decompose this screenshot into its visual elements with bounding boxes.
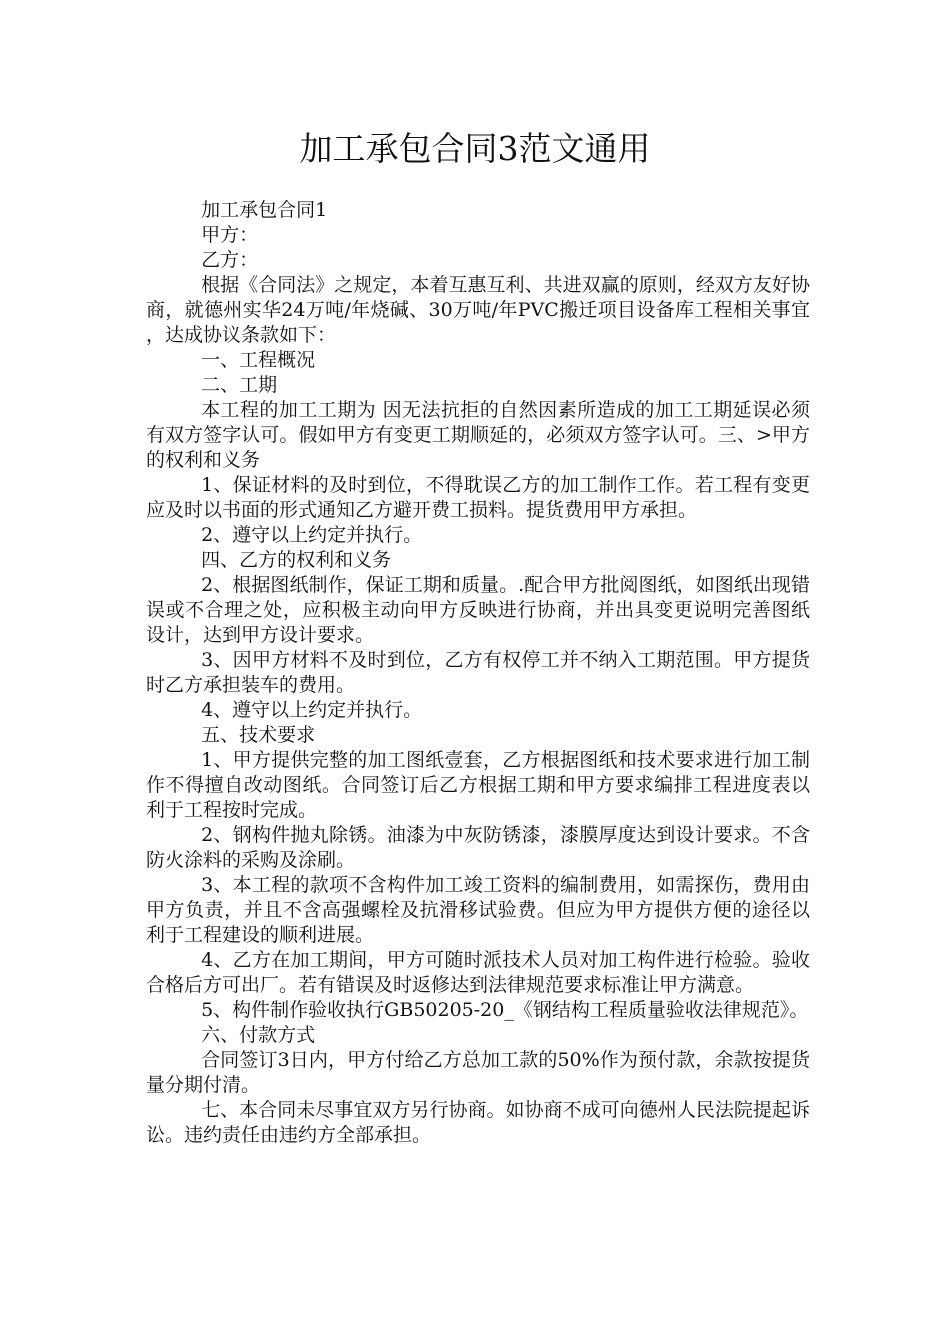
paragraph: 一、工程概况 bbox=[201, 349, 316, 371]
paragraph: 1、保证材料的及时到位，不得耽误乙方的加工制作工作。若工程有变更应及时以书面的形式通知乙方避开费工损料。提货费用甲方承担。 bbox=[146, 474, 810, 521]
paragraph: 四、乙方的权利和义务 bbox=[201, 549, 392, 571]
paragraph: 二、工期 bbox=[201, 374, 278, 396]
paragraph: 合同签订3日内，甲方付给乙方总加工款的50%作为预付款，余款按提货量分期付清。 bbox=[146, 1049, 810, 1096]
paragraph: 4、遵守以上约定并执行。 bbox=[201, 699, 423, 721]
paragraph: 加工承包合同1 bbox=[201, 199, 328, 221]
document-body bbox=[146, 198, 810, 1148]
paragraph: 4、乙方在加工期间，甲方可随时派技术人员对加工构件进行检验。验收合格后方可出厂。若有错误及时返修达到法律规范要求标准让甲方满意。 bbox=[146, 949, 810, 996]
paragraph: 乙方： bbox=[201, 249, 259, 271]
paragraph: 五、技术要求 bbox=[201, 724, 316, 746]
paragraph: 七、本合同未尽事宜双方另行协商。如协商不成可向德州人民法院提起诉讼。违约责任由违约方全部承担。 bbox=[146, 1099, 810, 1146]
paragraph: 根据《合同法》之规定，本着互惠互利、共进双赢的原则，经双方友好协商，就德州实华24万吨/年烧碱、30万吨/年PVC搬迁项目设备库工程相关事宜，达成协议条款如下： bbox=[146, 274, 810, 346]
paragraph: 2、钢构件抛丸除锈。油漆为中灰防锈漆，漆膜厚度达到设计要求。不含防火涂料的采购及涂刷。 bbox=[146, 824, 810, 871]
paragraph: 2、根据图纸制作，保证工期和质量。.配合甲方批阅图纸，如图纸出现错误或不合理之处，应积极主动向甲方反映进行协商，并出具变更说明完善图纸设计，达到甲方设计要求。 bbox=[146, 574, 810, 646]
paragraph: 甲方： bbox=[201, 224, 259, 246]
paragraph: 5、构件制作验收执行GB50205-20_《钢结构工程质量验收法律规范》。 bbox=[201, 999, 809, 1021]
document-title: 加工承包合同3范文通用 bbox=[299, 129, 651, 168]
paragraph: 1、甲方提供完整的加工图纸壹套，乙方根据图纸和技术要求进行加工制作不得擅自改动图纸。合同签订后乙方根据工期和甲方要求编排工程进度表以利于工程按时完成。 bbox=[146, 749, 810, 821]
paragraph: 2、遵守以上约定并执行。 bbox=[201, 524, 423, 546]
paragraph: 3、本工程的款项不含构件加工竣工资料的编制费用，如需探伤，费用由甲方负责，并且不含高强螺栓及抗滑移试验费。但应为甲方提供方便的途径以利于工程建设的顺利进展。 bbox=[146, 874, 810, 946]
paragraph: 本工程的加工工期为 因无法抗拒的自然因素所造成的加工工期延误必须有双方签字认可。假如甲方有变更工期顺延的，必须双方签字认可。三、>甲方的权利和义务 bbox=[146, 399, 810, 471]
paragraph: 3、因甲方材料不及时到位，乙方有权停工并不纳入工期范围。甲方提货时乙方承担装车的费用。 bbox=[146, 649, 810, 696]
paragraph: 六、付款方式 bbox=[201, 1024, 316, 1046]
